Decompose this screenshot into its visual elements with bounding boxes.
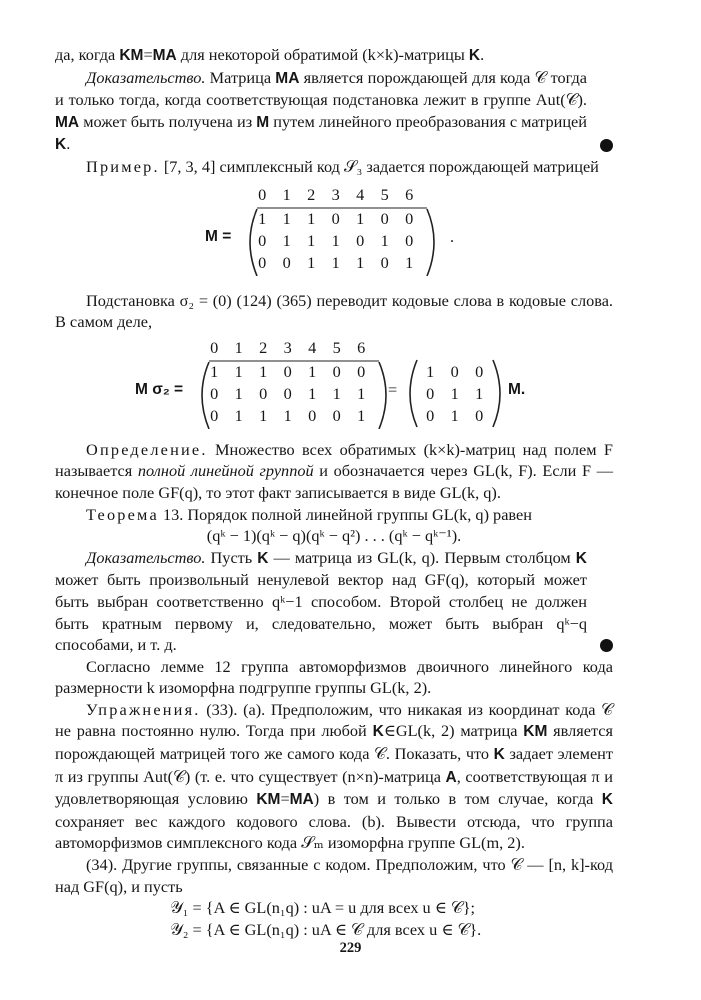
set-definition-1: 𝒴₁ = {A ∈ GL(n₁q) : uA = u для всех u ∈ 𝒞}; [170,898,476,918]
matrix-entry: 0 [259,383,268,403]
matrix-entry: 0 [283,383,292,403]
matrix-entry: 1 [450,405,459,425]
matrix-rows [202,361,374,427]
matrix-entry: 0 [380,252,389,272]
column-index: 5 [332,337,341,357]
paragraph-proof-2: Доказательство. Пусть K — матрица из GL(k, q). Первым столбцом K может быть произвольный ненулевой вектор над GF(q), который может быть выбран соответственно qᵏ−1 способом. Второй столбец не должен быть кратным первому и, следовательно, может быть выбран qᵏ−q способами, и т. д. [55,547,613,656]
paragraph-example: Пример. [7, 3, 4] симплексный код 𝒮₃ задается порождающей матрицей [86,156,599,176]
matrix-entry: 1 [357,383,366,403]
matrix-row [418,361,492,383]
matrix-entry: 0 [405,230,414,250]
paragraph-exercise-34: (34). Другие группы, связанные с кодом. Предположим, что 𝒞 — [n, k]-код над GF(q), и пусть [55,855,613,896]
column-index: 6 [357,337,366,357]
column-index-row [199,337,374,359]
matrix-rows [250,208,422,274]
matrix-entry: 1 [356,252,365,272]
matrix-entry: 0 [405,208,414,228]
matrix-entry: 0 [308,405,317,425]
matrix-entry: 1 [426,361,435,381]
set-definition-2: 𝒴₂ = {A ∈ GL(n₁q) : uA ∈ 𝒞 для всех u ∈ 𝒞}. [170,919,482,939]
matrix-entry: 1 [210,361,219,381]
matrix-entry: 1 [234,361,243,381]
paragraph-substitution: Подстановка σ₂ = (0) (124) (365) переводит кодовые слова в кодовые слова. В самом деле, [55,290,613,332]
matrix-row [202,361,374,383]
page-body [55,44,613,940]
column-index: 5 [380,184,389,204]
matrix-entry: 1 [234,383,243,403]
matrix-entry: 0 [356,230,365,250]
matrix-row [202,383,374,405]
matrix-entry: 0 [282,252,291,272]
matrix-row [418,405,492,427]
column-index: 3 [283,337,292,357]
matrix-entry: 0 [332,361,341,381]
paragraph-intro: да, когда KM=MA для некоторой обратимой (k×k)-матрицы K. [55,45,485,64]
matrix-entry: 1 [405,252,414,272]
matrix-entry: 1 [307,252,316,272]
column-index: 1 [282,184,291,204]
page-number: 229 [339,940,362,956]
matrix-entry: 0 [210,405,219,425]
matrix-entry: 0 [475,361,484,381]
column-index-row [247,184,422,206]
column-index: 6 [405,184,414,204]
matrix-entry: 0 [258,230,267,250]
matrix-generator [55,182,613,282]
matrix-entry: 1 [259,361,268,381]
matrix-period: . [450,226,455,246]
matrix-entry: 1 [282,230,291,250]
matrix-entry: 0 [258,252,267,272]
matrix-entry: 1 [307,208,316,228]
matrix-entry: 1 [356,208,365,228]
matrix-entry: 1 [308,361,317,381]
matrix-entry: 1 [234,405,243,425]
matrix-row [250,230,422,252]
matrix-row [250,252,422,274]
matrix-label: M = [205,227,232,245]
matrix-entry: 1 [475,383,484,403]
paragraph-lemma: Согласно лемме 12 группа автоморфизмов двоичного линейного кода размерности k изоморфна подгруппе группы GL(k, 2). [55,656,613,698]
matrix-entry: 1 [331,230,340,250]
matrix-entry: 0 [450,361,459,381]
matrix-entry: 1 [308,383,317,403]
column-index: 1 [234,337,243,357]
matrix-entry: 1 [283,405,292,425]
matrix-entry: 0 [426,405,435,425]
matrix-entry: 1 [282,208,291,228]
matrix-entry: 1 [307,230,316,250]
formula-order: (qᵏ − 1)(qᵏ − q)(qᵏ − q²) . . . (qᵏ − qᵏ⁻¹). [206,526,462,546]
paragraph-definition: Определение. Множество всех обратимых (k×k)-матриц над полем F называется полной линейной группой и обозначается через GL(k, F). Если F — конечное поле GF(q), то этот факт записывается в виде GL(k, q). [55,439,613,502]
column-index: 2 [307,184,316,204]
matrix-tail: M. [508,380,526,398]
matrix-entry: 0 [357,361,366,381]
paragraph-theorem: Теорема 13. Порядок полной линейной группы GL(k, q) равен [86,504,532,524]
matrix-entry: 0 [475,405,484,425]
matrix-entry: 0 [332,405,341,425]
matrix-entry: 0 [331,208,340,228]
matrix-entry: 1 [450,383,459,403]
matrix-product-label: M σ₂ = [135,380,184,398]
matrix-entry: 1 [332,383,341,403]
column-index: 4 [356,184,365,204]
qed-mark [600,139,613,152]
column-index: 2 [259,337,268,357]
paragraph-proof-1: Доказательство. Матрица MA является порождающей для кода 𝒞 тогда и только тогда, когда соответствующая подстановка лежит в группе Aut(𝒞). MA может быть получена из M путем линейного преобразования с матрицей K. [55,67,613,156]
matrix-entry: 0 [380,208,389,228]
column-index: 4 [308,337,317,357]
equals-sign: = [388,379,398,399]
matrix-entry: 1 [331,252,340,272]
matrix-row [202,405,374,427]
matrix-entry: 0 [426,383,435,403]
column-index: 0 [210,337,219,357]
matrix-entry: 1 [357,405,366,425]
matrix-product [55,337,613,431]
matrix-entry: 1 [259,405,268,425]
matrix-entry: 0 [283,361,292,381]
matrix-row [418,383,492,405]
matrix-entry: 1 [258,208,267,228]
matrix-row [250,208,422,230]
small-matrix-rows [418,361,492,427]
column-index: 0 [258,184,267,204]
matrix-entry: 0 [210,383,219,403]
matrix-entry: 1 [380,230,389,250]
qed-mark [600,639,613,652]
paragraph-exercises: Упражнения. (33). (a). Предположим, что никакая из координат кода 𝒞 не равна постоянно нулю. Тогда при любой K∈GL(k, 2) матрица KM является порождающей матрицей того же самого кода 𝒞. Показать, что K задает элемент π из группы Aut(𝒞) (т. е. что существует (n×n)-матрица A, соответствующая π и удовлетворяющая условию KM=MA) в том и только в том случае, когда K сохраняет вес каждого кодового слова. (b). Вывести отсюда, что группа автоморфизмов симплексного кода 𝒮ₘ изоморфна группе GL(m, 2). [55,699,613,853]
column-index: 3 [331,184,340,204]
